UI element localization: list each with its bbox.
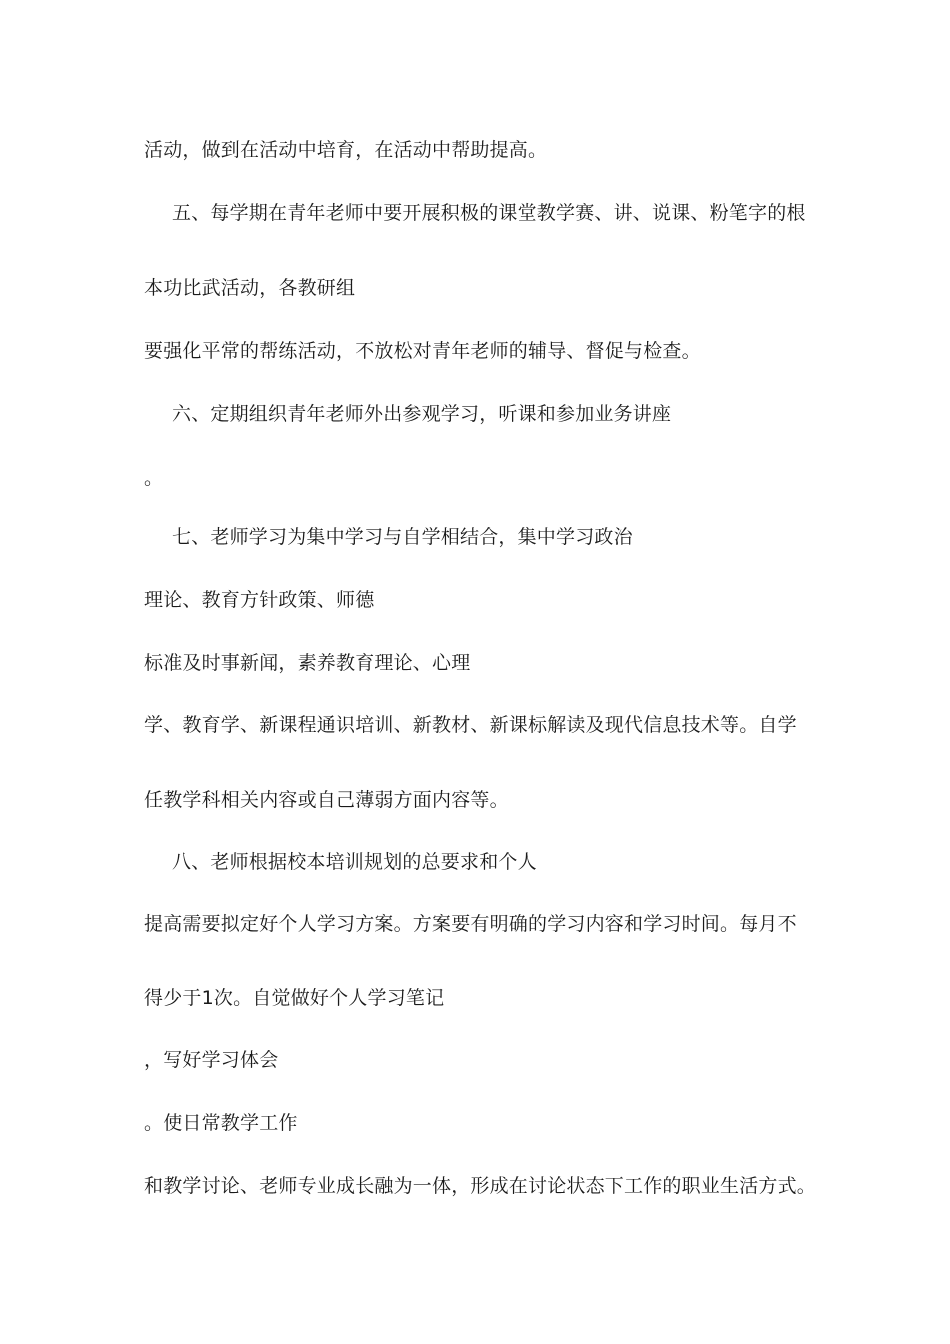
text-line-8: 理论、教育方针政策、师德	[144, 589, 375, 611]
text-line-11: 任教学科相关内容或自己薄弱方面内容等。	[144, 789, 509, 811]
text-line-section-7: 七、老师学习为集中学习与自学相结合，集中学习政治	[172, 526, 633, 548]
text-line-1: 活动，做到在活动中培育，在活动中帮助提高。	[144, 139, 548, 161]
text-line-17: 和教学讨论、老师专业成长融为一体，形成在讨论状态下工作的职业生活方式。	[144, 1175, 817, 1197]
text-line-6: 。	[144, 467, 164, 489]
text-line-section-5: 五、每学期在青年老师中要开展积极的课堂教学赛、讲、说课、粉笔字的根	[172, 202, 806, 224]
text-line-16: 。使日常教学工作	[144, 1112, 298, 1134]
text-line-10: 学、教育学、新课程通识培训、新教材、新课标解读及现代信息技术等。自学	[144, 714, 797, 736]
text-line-15: ，写好学习体会	[144, 1049, 279, 1071]
text-line-section-6: 六、定期组织青年老师外出参观学习，听课和参加业务讲座	[172, 403, 672, 425]
text-line-13: 提高需要拟定好个人学习方案。方案要有明确的学习内容和学习时间。每月不	[144, 913, 797, 935]
text-line-4: 要强化平常的帮练活动，不放松对青年老师的辅导、督促与检查。	[144, 340, 701, 362]
text-line-9: 标准及时事新闻，素养教育理论、心理	[144, 652, 471, 674]
text-line-14: 得少于1次。自觉做好个人学习笔记	[144, 987, 445, 1009]
text-line-3: 本功比武活动，各教研组	[144, 277, 356, 299]
text-line-section-8: 八、老师根据校本培训规划的总要求和个人	[172, 851, 537, 873]
